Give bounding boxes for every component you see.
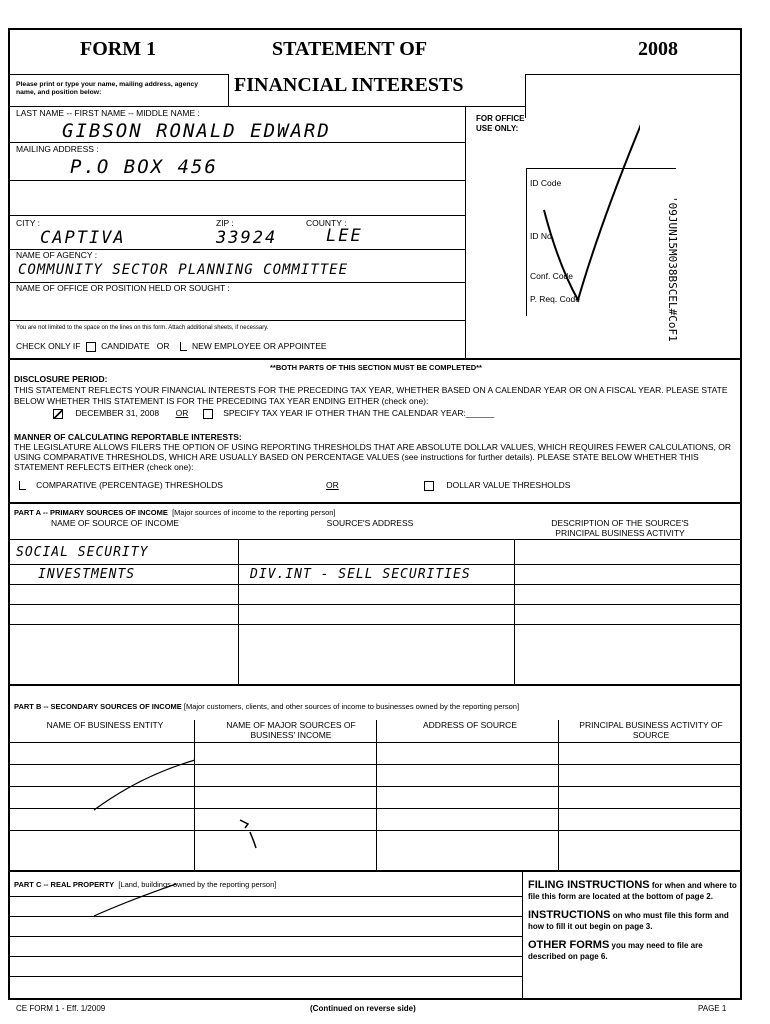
manner-section (14, 432, 738, 472)
part-c-line (10, 956, 522, 957)
part-c-line (10, 916, 522, 917)
city-field[interactable]: CAPTIVA (40, 228, 126, 248)
footer-center: (Continued on reverse side) (310, 1004, 416, 1013)
section-divider (10, 358, 742, 360)
mailing-label: MAILING ADDRESS : (16, 144, 99, 154)
part-b-heading (14, 702, 519, 711)
other-forms-text: you may need to file are described on page 6. (528, 941, 703, 961)
county-label: COUNTY : (306, 218, 347, 228)
dollar-label: DOLLAR VALUE THRESHOLDS (446, 480, 571, 490)
part-a-row1-name[interactable]: SOCIAL SECURITY (16, 545, 149, 560)
new-employee-checkbox[interactable] (180, 342, 187, 351)
disclosure-period (14, 374, 738, 407)
part-c-title: PART C -- REAL PROPERTY (14, 880, 115, 889)
both-parts-banner: **BOTH PARTS OF THIS SECTION MUST BE COMPLETED** (270, 363, 482, 372)
part-c-line (10, 896, 522, 897)
part-a-title: PART A -- PRIMARY SOURCES OF INCOME (14, 508, 168, 517)
part-b-col-address: ADDRESS OF SOURCE (423, 720, 517, 730)
form-title-line1: STATEMENT OF (272, 38, 428, 60)
mailing-field[interactable]: P.O BOX 456 (70, 156, 218, 178)
part-b-subtitle: [Major customers, clients, and other sources of income to businesses owned by the reporting person] (183, 702, 520, 711)
id-no-label: ID No. (530, 231, 555, 241)
part-b-col-entity: NAME OF BUSINESS ENTITY (46, 720, 164, 730)
threshold-or-label: OR (326, 480, 339, 490)
space-note: You are not limited to the space on the lines on this form. Attach additional sheets, if necessary. (16, 325, 269, 331)
new-employee-label: NEW EMPLOYEE OR APPOINTEE (191, 341, 327, 351)
name-field[interactable]: GIBSON RONALD EDWARD (62, 120, 331, 142)
manner-text: THE LEGISLATURE ALLOWS FILERS THE OPTION OF USING REPORTING THRESHOLDS THAT ARE ABSOLUTE DOLLAR VALUES, WHICH REQUIRES FEWER CALCULATIONS, OR USING COMPARATIVE THRESHOLDS, WHICH ARE USUALLY BASED ON PERCENTAGE VALUES (see instructions for further details). PLEASE STATE BELOW WHETHER THIS STATEMENT REFLECTS EITHER (check one): (14, 442, 731, 472)
table-row (10, 584, 742, 605)
instructions-title: INSTRUCTIONS (528, 909, 611, 921)
dollar-checkbox[interactable] (424, 481, 434, 491)
part-b-col-sources: NAME OF MAJOR SOURCES OF BUSINESS' INCOME (226, 720, 356, 740)
p-req-code-label: P. Req. Code (530, 294, 580, 304)
threshold-options (16, 480, 736, 490)
part-a-col-desc: DESCRIPTION OF THE SOURCE'S PRINCIPAL BUSINESS ACTIVITY (551, 518, 689, 538)
print-note: Please print or type your name, mailing address, agency name, and position below: (16, 81, 199, 96)
table-row (10, 830, 742, 850)
part-a-heading (14, 508, 336, 517)
county-field[interactable]: LEE (326, 226, 363, 246)
period-or-label: OR (175, 408, 189, 418)
part-a-col-address: SOURCE'S ADDRESS (326, 518, 414, 528)
zip-label: ZIP : (216, 218, 234, 228)
candidate-checkbox[interactable] (86, 342, 96, 352)
name-label: LAST NAME -- FIRST NAME -- MIDDLE NAME : (16, 108, 200, 118)
comparative-checkbox[interactable] (19, 481, 26, 490)
footer-left: CE FORM 1 - Eff. 1/2009 (16, 1004, 106, 1013)
id-code-label: ID Code (530, 178, 562, 188)
conf-code-label: Conf. Code (530, 271, 573, 281)
form-number: FORM 1 (80, 38, 157, 60)
manner-title: MANNER OF CALCULATING REPORTABLE INTERESTS: (14, 432, 242, 442)
check-only-row (16, 341, 327, 352)
candidate-label: CANDIDATE (101, 341, 150, 351)
table-row (10, 564, 742, 585)
agency-field[interactable]: COMMUNITY SECTOR PLANNING COMMITTEE (18, 262, 349, 278)
part-c-subtitle: [Land, buildings owned by the reporting person] (118, 880, 277, 889)
footer-right: PAGE 1 (698, 1004, 727, 1013)
part-a-col-name: NAME OF SOURCE OF INCOME (51, 518, 179, 528)
received-stamp: '09JUN15M038BSCEL#CoF1 (666, 196, 679, 342)
instructions-text: on who must file this form and how to fill it out begin on page 3. (528, 911, 729, 931)
comparative-label: COMPARATIVE (PERCENTAGE) THRESHOLDS (36, 480, 223, 490)
form-1 (8, 28, 742, 1000)
period-options (50, 408, 494, 419)
ink-mark-icon (236, 814, 266, 850)
office-use-label: FOR OFFICE USE ONLY: (476, 114, 525, 133)
checkmark-icon (540, 114, 640, 304)
part-a-subtitle: [Major sources of income to the reporting person] (172, 508, 336, 517)
dec31-label: DECEMBER 31, 2008 (75, 408, 160, 418)
disclosure-period-title: DISCLOSURE PERIOD: (14, 374, 108, 384)
form-year: 2008 (638, 38, 678, 60)
city-label: CITY : (16, 218, 40, 228)
part-b-col-activity: PRINCIPAL BUSINESS ACTIVITY OF SOURCE (579, 720, 723, 740)
part-c-line (10, 936, 522, 937)
filing-instructions-title: FILING INSTRUCTIONS (528, 879, 650, 891)
other-year-label: SPECIFY TAX YEAR IF OTHER THAN THE CALENDAR YEAR:______ (223, 408, 495, 418)
check-only-label: CHECK ONLY IF (16, 341, 81, 351)
zip-field[interactable]: 33924 (216, 228, 278, 248)
dec31-checkbox[interactable] (53, 409, 63, 419)
part-a-row2-name[interactable]: INVESTMENTS (38, 567, 136, 582)
table-row (10, 539, 742, 565)
agency-label: NAME OF AGENCY : (16, 250, 98, 260)
table-row (10, 604, 742, 625)
part-c-line (10, 976, 522, 977)
other-year-checkbox[interactable] (203, 409, 213, 419)
strike-mark-icon (90, 880, 180, 920)
filing-instructions-text: for when and where to file this form are located at the bottom of page 2. (528, 881, 737, 901)
header-rule-right (525, 74, 742, 75)
other-forms-title: OTHER FORMS (528, 939, 610, 951)
strike-mark-icon (80, 756, 200, 816)
part-b-title: PART B -- SECONDARY SOURCES OF INCOME (14, 702, 182, 711)
instructions-box (528, 880, 738, 962)
form-title-line2: FINANCIAL INTERESTS (234, 74, 464, 96)
disclosure-period-text: THIS STATEMENT REFLECTS YOUR FINANCIAL INTERESTS FOR THE PRECEDING TAX YEAR, WHETHER BASED ON A CALENDAR YEAR OR ON A FISCAL YEAR. PLEASE STATE BELOW WHETHER THIS STATEMENT IS FOR THE PRECEDING TAX YEAR ENDING EITHER (check one): (14, 385, 728, 406)
office-label: NAME OF OFFICE OR POSITION HELD OR SOUGHT : (16, 283, 230, 293)
or-label: OR (156, 341, 170, 351)
part-a-row2-address[interactable]: DIV.INT - SELL SECURITIES (250, 567, 471, 582)
header-rule (10, 74, 228, 75)
